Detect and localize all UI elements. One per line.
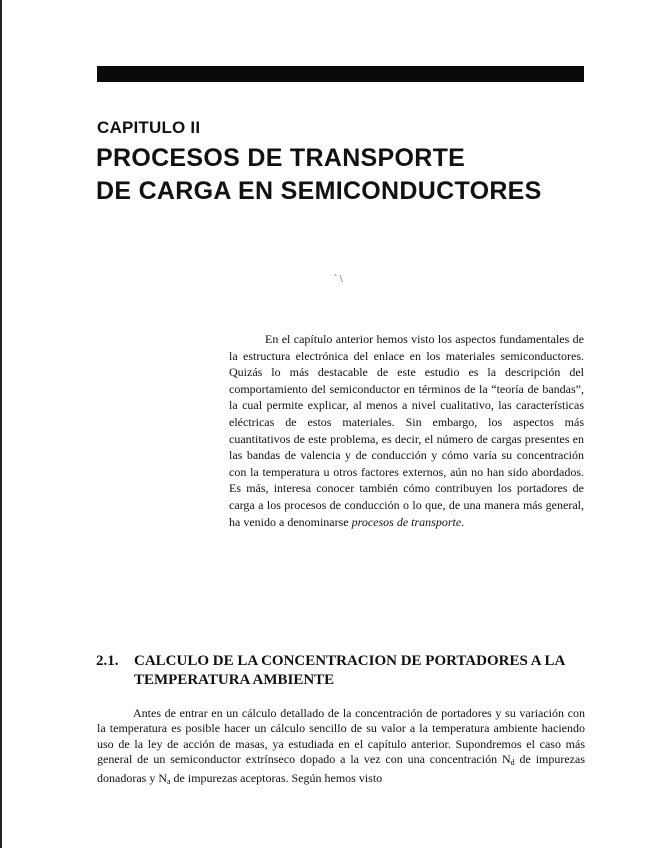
- stray-mark: ` \: [334, 274, 343, 285]
- subscript-a: a: [166, 776, 171, 786]
- intro-italic-term: procesos de transporte: [351, 514, 462, 529]
- subscript-d: d: [510, 758, 515, 768]
- chapter-title: [96, 142, 542, 208]
- intro-text: En el capítulo anterior hemos visto los aspectos fundamentales de la estructura electrónica del enlace en los materiales semiconductores. Quizás lo más destacable de este estudio es la descripción del comportamiento del semiconductor en términos de la “teoría de bandas”, la cual permite explicar, al menos a nivel cualitativo, las características eléctricas de estos materiales. Sin embargo, los aspectos más cuantitativos de este problema, es decir, el número de cargas presentes en las bandas de valencia y de conducción y cómo varía su concentración con la temperatura u otros factores externos, aún no han sido abordados. Es más, interesa conocer también cómo contribuyen los portadores de carga a los procesos de conducción o lo que, de una manera más general, ha venido a denominarse: [229, 332, 584, 529]
- chapter-header-bar: [97, 66, 584, 82]
- body-text-a: Antes de entrar en un cálculo detallado de la concentración de portadores y su variación con la temperatura es posible hacer un cálculo sencillo de su valor a la temperatura ambiente haciendo uso de la ley de acción de masas, ya estudiada en el capítulo anterior. Supondremos el caso más general de un semiconductor extrínseco dopado a la vez con una concentración N: [97, 706, 585, 767]
- chapter-title-line-1: PROCESOS DE TRANSPORTE: [96, 144, 466, 172]
- page-left-edge: [0, 0, 2, 848]
- intro-paragraph: [229, 331, 584, 530]
- section-heading: [96, 652, 596, 690]
- body-text-b: de impurezas donadoras y N: [97, 752, 586, 785]
- chapter-label: CAPITULO II: [97, 118, 201, 137]
- body-paragraph: [97, 706, 585, 789]
- intro-text-end: .: [461, 514, 465, 529]
- chapter-title-line-2: DE CARGA EN SEMICONDUCTORES: [96, 177, 542, 205]
- section-title: CALCULO DE LA CONCENTRACION DE PORTADORES A LA TEMPERATURA AMBIENTE: [134, 653, 565, 688]
- body-text-c: de impurezas aceptoras. Según hemos visto: [170, 770, 383, 785]
- section-number: 2.1.: [96, 653, 119, 669]
